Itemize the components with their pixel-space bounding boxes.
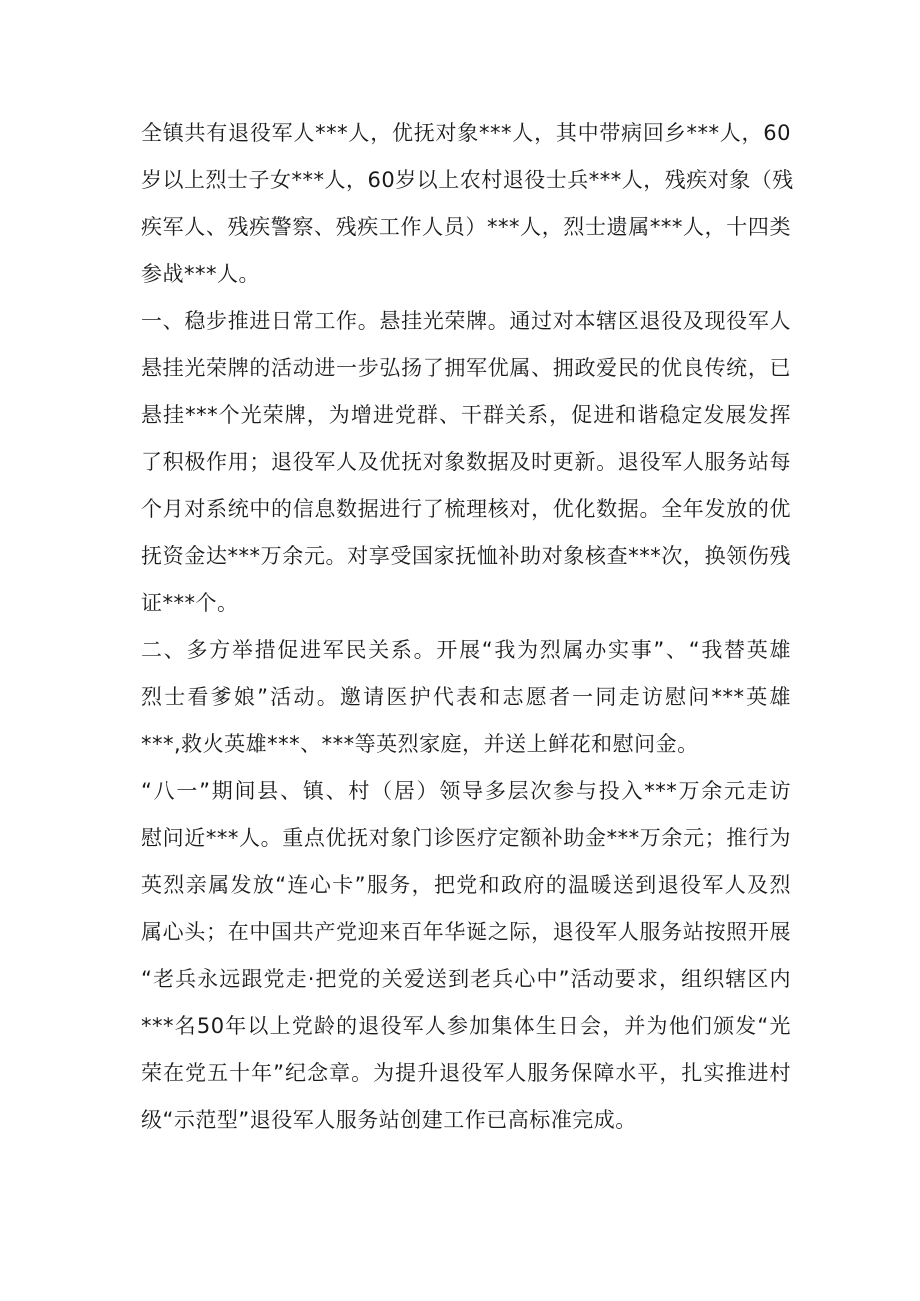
- paragraph-daily-work: [141, 298, 791, 627]
- text-line: “八一”期间县、镇、村（居）领导多层次参与投入***万余元走访: [141, 779, 791, 803]
- text-line: 了积极作用；退役军人及优抚对象数据及时更新。退役军人服务站每: [141, 450, 791, 474]
- text-line: 全镇共有退役军人***人，优抚对象***人，其中带病回乡***人，60: [141, 121, 791, 145]
- text-line: 悬挂***个光荣牌，为增进党群、干群关系，促进和谐稳定发展发挥: [141, 403, 791, 427]
- text-line: 二、多方举措促进军民关系。开展“我为烈属办实事”、“我替英雄: [141, 638, 791, 662]
- text-line: 证***个。: [141, 591, 239, 615]
- text-line: 个月对系统中的信息数据进行了梳理核对，优化数据。全年发放的优: [141, 497, 791, 521]
- text-line: 一、稳步推进日常工作。悬挂光荣牌。通过对本辖区退役及现役军人: [141, 309, 791, 333]
- text-line: 悬挂光荣牌的活动进一步弘扬了拥军优属、拥政爱民的优良传统，已: [141, 356, 791, 380]
- text-line: ***名50年以上党龄的退役军人参加集体生日会，并为他们颁发“光: [141, 1014, 791, 1038]
- text-line: 慰问近***人。重点优抚对象门诊医疗定额补助金***万余元；推行为: [141, 826, 791, 850]
- text-line: 烈士看爹娘”活动。邀请医护代表和志愿者一同走访慰问***英雄: [141, 685, 791, 709]
- text-line: 疾军人、残疾警察、残疾工作人员）***人，烈士遗属***人，十四类: [141, 215, 791, 239]
- text-line: 属心头；在中国共产党迎来百年华诞之际，退役军人服务站按照开展: [141, 920, 791, 944]
- paragraph-bayi-activities: [141, 768, 791, 1144]
- text-line: “老兵永远跟党走·把党的关爱送到老兵心中”活动要求，组织辖区内: [141, 967, 791, 991]
- text-line: 抚资金达***万余元。对享受国家抚恤补助对象核查***次，换领伤残: [141, 544, 791, 568]
- text-line: 英烈亲属发放“连心卡”服务，把党和政府的温暖送到退役军人及烈: [141, 873, 791, 897]
- text-line: 级“示范型”退役军人服务站创建工作已高标准完成。: [141, 1108, 637, 1132]
- text-line: ***,救火英雄***、***等英烈家庭，并送上鲜花和慰问金。: [141, 732, 699, 756]
- paragraph-military-civil-relations: [141, 627, 791, 768]
- text-line: 岁以上烈士子女***人，60岁以上农村退役士兵***人，残疾对象（残: [141, 168, 794, 192]
- text-line: 荣在党五十年”纪念章。为提升退役军人服务保障水平，扎实推进村: [141, 1061, 791, 1085]
- document-body: [141, 110, 794, 1144]
- paragraph-statistics: [141, 110, 794, 298]
- text-line: 参战***人。: [141, 262, 260, 286]
